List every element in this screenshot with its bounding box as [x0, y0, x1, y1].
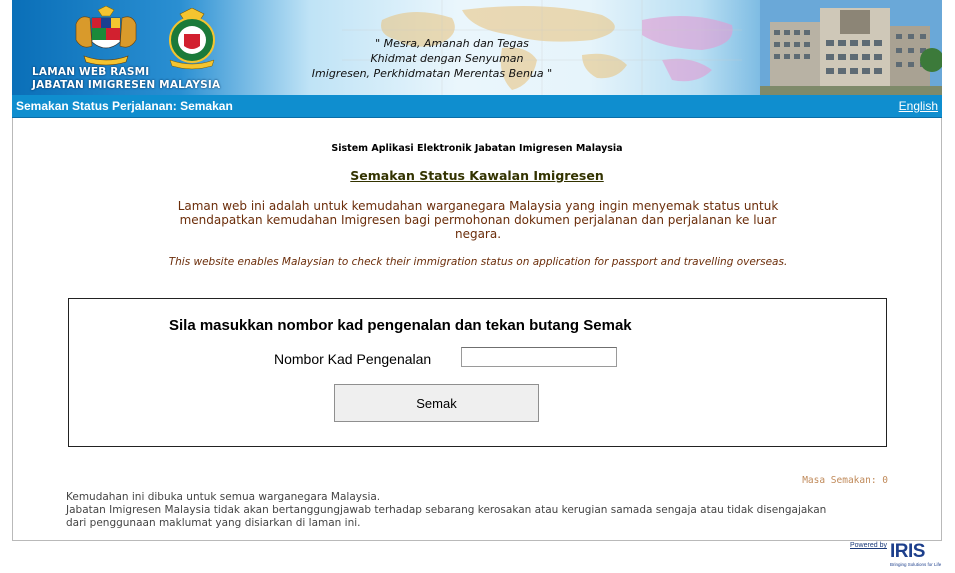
page-title: Semakan Status Kawalan Imigresen [350, 168, 604, 183]
malaysia-coat-of-arms-icon [70, 6, 142, 68]
language-link-english[interactable]: English [898, 99, 938, 113]
main-panel [12, 118, 942, 541]
description-malay: Laman web ini adalah untuk kemudahan warganegara Malaysia yang ingin menyemak status untuk mendapatkan kemudahan Imigresen bagi permohonan dokumen perjalanan dan perjalanan ke luar negara. [177, 199, 779, 241]
immigration-building-icon [760, 0, 942, 95]
motto-line2: Khidmat dengan Senyuman [370, 52, 524, 65]
motto [302, 36, 562, 81]
immigration-seal-icon [162, 8, 222, 70]
ic-check-form [68, 298, 887, 447]
ic-number-label: Nombor Kad Pengenalan [274, 351, 432, 367]
header-banner [12, 0, 942, 95]
footer-note-line2: Jabatan Imigresen Malaysia tidak akan bertanggungjawab terhadap sebarang kerosakan atau kerugian samada sengaja atau tidak disengajakan dari penggunaan maklumat yang disiarkan di laman ini. [66, 504, 827, 529]
site-name-line1: LAMAN WEB RASMI [32, 66, 150, 78]
nav-bar [12, 95, 942, 118]
iris-logo: IRIS [890, 541, 925, 562]
site-name [32, 66, 220, 92]
site-name-line2: JABATAN IMIGRESEN MALAYSIA [32, 79, 221, 91]
powered-by-label: Powered by [850, 542, 887, 549]
motto-line1: " Mesra, Amanah dan Tegas [375, 37, 529, 50]
description-english: This website enables Malaysian to check their immigration status on application for passport and travelling overseas. [168, 256, 788, 268]
motto-line3: Imigresen, Perkhidmatan Merentas Benua " [311, 67, 553, 80]
footer-disclaimer [66, 491, 846, 530]
page-breadcrumb: Semakan Status Perjalanan: Semakan [16, 99, 233, 113]
footer-note-line1: Kemudahan ini dibuka untuk semua warganegara Malaysia. [66, 491, 381, 503]
check-count: Masa Semakan: 0 [802, 475, 888, 486]
iris-tagline: Bringing Solutions for Life [890, 562, 942, 567]
powered-by-iris[interactable] [850, 542, 942, 568]
system-title: Sistem Aplikasi Elektronik Jabatan Imigresen Malaysia [331, 143, 623, 154]
ic-number-input[interactable] [461, 347, 617, 367]
form-instruction: Sila masukkan nombor kad pengenalan dan tekan butang Semak [169, 317, 632, 334]
semak-button[interactable]: Semak [334, 384, 539, 422]
